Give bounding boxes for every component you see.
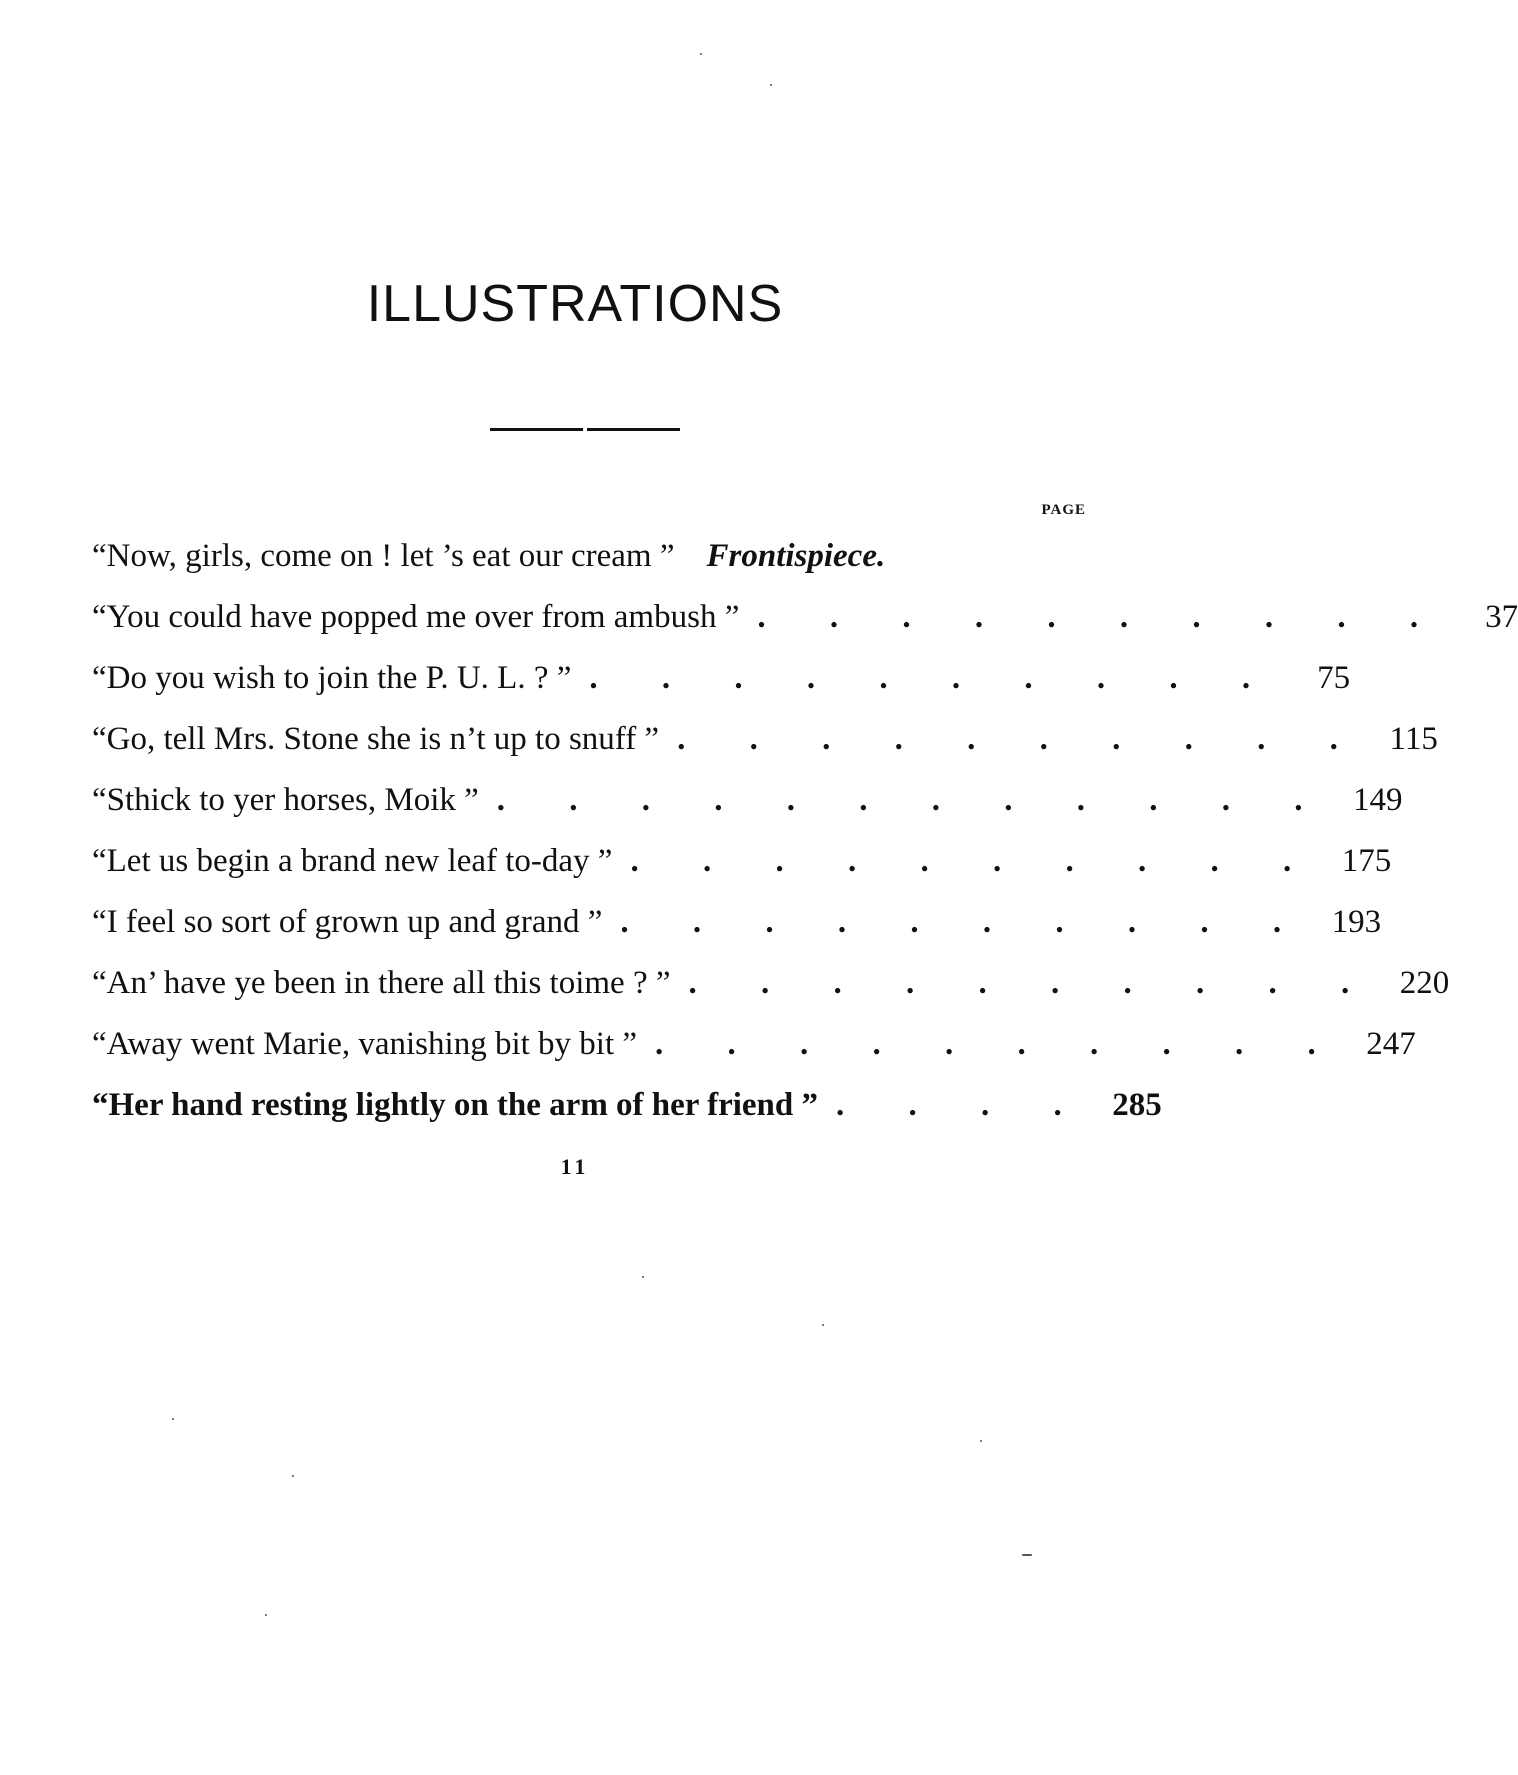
title-rule (490, 428, 680, 431)
illustration-caption: “You could have popped me over from ambush ” (92, 599, 740, 635)
illustration-page: 285 (1112, 1087, 1162, 1123)
illustration-page: 193 (1331, 904, 1382, 940)
illustration-page: 75 (1317, 660, 1351, 696)
paper-speck (980, 1440, 982, 1442)
dot-leader: . . . . . . . . . . (620, 904, 1310, 940)
illustration-page: 37 (1485, 599, 1518, 635)
list-item (92, 709, 1438, 770)
list-item (92, 526, 1084, 587)
list-item (92, 953, 1450, 1014)
illustration-caption: “Sthick to yer horses, Moik ” (92, 782, 479, 818)
dot-leader: . . . . . . . . . . (630, 843, 1320, 879)
paper-speck (770, 84, 772, 86)
paper-speck (822, 1324, 824, 1326)
dot-leader: . . . . . . . . . . (688, 965, 1378, 1001)
illustration-caption: “Let us begin a brand new leaf to-day ” (92, 843, 613, 879)
paper-speck (1022, 1554, 1032, 1556)
illustration-page: 220 (1399, 965, 1450, 1001)
page-title: ILLUSTRATIONS (366, 275, 784, 333)
dot-leader: . . . . . . . . . . (757, 599, 1447, 635)
dot-leader: . . . . . . . . . . . . (496, 782, 1331, 818)
paper-speck (265, 1614, 267, 1616)
list-item (92, 648, 1351, 709)
page-column-header: PAGE (1041, 502, 1086, 518)
illustration-page: 247 (1366, 1026, 1416, 1062)
list-item (92, 831, 1392, 892)
rule-segment (587, 428, 680, 431)
list-item (92, 1014, 1416, 1075)
illustration-caption: “An’ have ye been in there all this toime ? ” (92, 965, 671, 1001)
dot-leader: . . . . . . . . . . (655, 1026, 1344, 1062)
illustration-caption: “Go, tell Mrs. Stone she is n’t up to snuff ” (92, 721, 660, 757)
paper-speck (172, 1418, 174, 1420)
illustration-caption: “Now, girls, come on ! let ’s eat our cream ” (92, 538, 675, 574)
dot-leader: . . . . . . . . . . (589, 660, 1279, 696)
list-item (92, 770, 1403, 831)
illustration-caption: “I feel so sort of grown up and grand ” (92, 904, 603, 940)
illustration-caption: “Away went Marie, vanishing bit by bit ” (92, 1026, 638, 1062)
dot-leader: . . . . (836, 1087, 1090, 1123)
illustration-caption: “Do you wish to join the P. U. L. ? ” (92, 660, 572, 696)
illustration-page: 149 (1353, 782, 1403, 818)
list-item (92, 1075, 1162, 1136)
page-number: 11 (560, 1154, 590, 1179)
rule-segment (490, 428, 583, 431)
list-item (92, 587, 1518, 648)
illustration-page: 175 (1341, 843, 1392, 879)
paper-speck (642, 1276, 644, 1278)
dot-leader: . . . . . . . . . . (677, 721, 1366, 757)
illustration-page: 115 (1389, 721, 1438, 757)
illustrations-list (92, 526, 1518, 1136)
illustration-caption: “Her hand resting lightly on the arm of her friend ” (92, 1087, 818, 1123)
illustration-page: Frontispiece. (706, 538, 886, 574)
list-item (92, 892, 1382, 953)
paper-speck (292, 1475, 294, 1477)
paper-speck (700, 53, 702, 55)
